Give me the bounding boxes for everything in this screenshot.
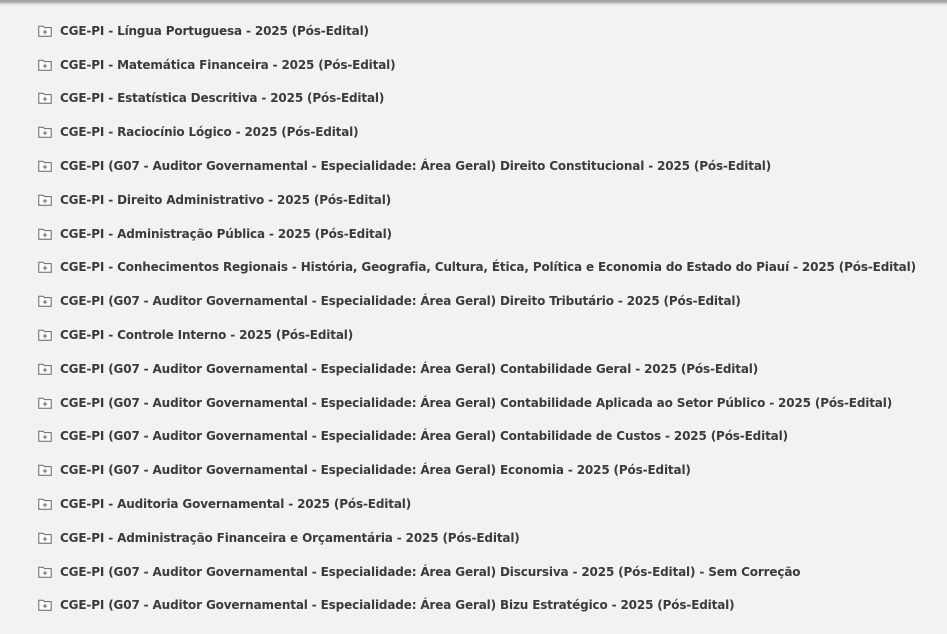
folder-plus-icon[interactable]: [38, 59, 52, 71]
course-folder-list: [0, 14, 947, 622]
course-folder-label: CGE-PI - Matemática Financeira - 2025 (Pós-Edital): [60, 57, 396, 72]
course-folder-label: CGE-PI (G07 - Auditor Governamental - Especialidade: Área Geral) Contabilidade de Custos - 2025 (Pós-Edital): [60, 429, 788, 444]
course-folder-label: CGE-PI - Administração Pública - 2025 (Pós-Edital): [60, 226, 392, 241]
folder-plus-icon[interactable]: [38, 532, 52, 544]
course-folder-label: CGE-PI (G07 - Auditor Governamental - Especialidade: Área Geral) Direito Constitucional - 2025 (Pós-Edital): [60, 159, 772, 174]
course-folder-label: CGE-PI - Raciocínio Lógico - 2025 (Pós-Edital): [60, 125, 359, 140]
course-folder-label: CGE-PI - Conhecimentos Regionais - História, Geografia, Cultura, Ética, Política e Economia do Estado do Piauí - 2025 (Pós-Edital): [60, 260, 916, 275]
course-folder-label: CGE-PI (G07 - Auditor Governamental - Especialidade: Área Geral) Contabilidade Aplicada ao Setor Público - 2025 (Pós-Edital): [60, 395, 893, 410]
folder-plus-icon[interactable]: [38, 25, 52, 37]
course-folder-item[interactable]: [0, 82, 947, 116]
course-folder-label: CGE-PI - Auditoria Governamental - 2025 (Pós-Edital): [60, 497, 412, 512]
folder-plus-icon[interactable]: [38, 295, 52, 307]
course-folder-label: CGE-PI - Língua Portuguesa - 2025 (Pós-Edital): [60, 23, 369, 38]
course-folder-item[interactable]: [0, 487, 947, 521]
course-folder-item[interactable]: [0, 386, 947, 420]
folder-plus-icon[interactable]: [38, 160, 52, 172]
course-folder-item[interactable]: [0, 48, 947, 82]
course-folder-item[interactable]: [0, 555, 947, 589]
folder-plus-icon[interactable]: [38, 566, 52, 578]
course-folder-item[interactable]: [0, 589, 947, 623]
folder-plus-icon[interactable]: [38, 261, 52, 273]
course-folder-item[interactable]: [0, 183, 947, 217]
folder-plus-icon[interactable]: [38, 430, 52, 442]
course-folder-item[interactable]: [0, 521, 947, 555]
course-folder-label: CGE-PI (G07 - Auditor Governamental - Especialidade: Área Geral) Economia - 2025 (Pós-Edital): [60, 463, 691, 478]
course-folder-label: CGE-PI - Estatística Descritiva - 2025 (Pós-Edital): [60, 91, 385, 106]
top-shadow: [0, 0, 947, 6]
course-folder-label: CGE-PI - Direito Administrativo - 2025 (Pós-Edital): [60, 192, 392, 207]
course-folder-item[interactable]: [0, 420, 947, 454]
course-folder-label: CGE-PI - Controle Interno - 2025 (Pós-Edital): [60, 328, 354, 343]
course-folder-item[interactable]: [0, 217, 947, 251]
folder-plus-icon[interactable]: [38, 228, 52, 240]
folder-plus-icon[interactable]: [38, 498, 52, 510]
folder-plus-icon[interactable]: [38, 464, 52, 476]
course-folder-item[interactable]: [0, 284, 947, 318]
course-folder-label: CGE-PI (G07 - Auditor Governamental - Especialidade: Área Geral) Direito Tributário - 2025 (Pós-Edital): [60, 294, 741, 309]
course-folder-item[interactable]: [0, 14, 947, 48]
course-folder-label: CGE-PI - Administração Financeira e Orçamentária - 2025 (Pós-Edital): [60, 530, 520, 545]
course-folder-item[interactable]: [0, 318, 947, 352]
folder-plus-icon[interactable]: [38, 126, 52, 138]
folder-plus-icon[interactable]: [38, 599, 52, 611]
course-folder-item[interactable]: [0, 251, 947, 285]
course-folder-item[interactable]: [0, 453, 947, 487]
course-folder-label: CGE-PI (G07 - Auditor Governamental - Especialidade: Área Geral) Discursiva - 2025 (Pós-Edital) - Sem Correção: [60, 564, 801, 579]
course-folder-item[interactable]: [0, 149, 947, 183]
folder-plus-icon[interactable]: [38, 329, 52, 341]
course-folder-item[interactable]: [0, 352, 947, 386]
folder-plus-icon[interactable]: [38, 363, 52, 375]
folder-plus-icon[interactable]: [38, 92, 52, 104]
course-folder-item[interactable]: [0, 115, 947, 149]
course-folder-label: CGE-PI (G07 - Auditor Governamental - Especialidade: Área Geral) Bizu Estratégico - 2025 (Pós-Edital): [60, 598, 735, 613]
folder-plus-icon[interactable]: [38, 194, 52, 206]
folder-plus-icon[interactable]: [38, 397, 52, 409]
course-folder-label: CGE-PI (G07 - Auditor Governamental - Especialidade: Área Geral) Contabilidade Geral - 2025 (Pós-Edital): [60, 361, 759, 376]
